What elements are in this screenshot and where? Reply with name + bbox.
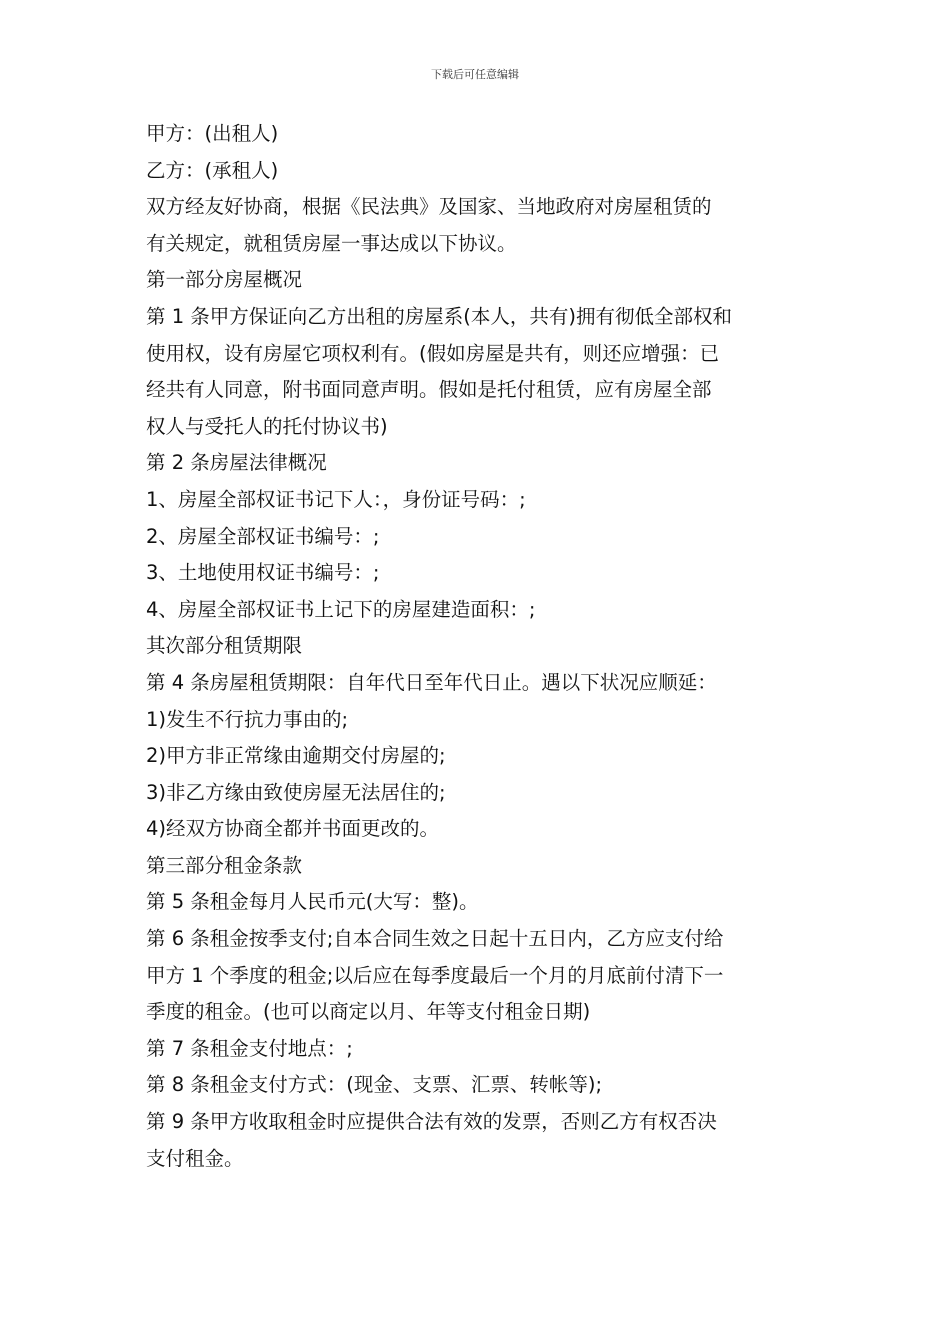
section-heading: 第三部分租金条款 bbox=[146, 853, 303, 877]
section-heading: 其次部分租赁期限 bbox=[146, 634, 303, 658]
clause-line: 季度的租金。(也可以商定以月、年等支付租金日期) bbox=[146, 1000, 591, 1024]
clause-line: 第 4 条房屋租赁期限：自年代日至年代日止。遇以下状况应顺延： bbox=[146, 670, 717, 694]
preamble-line: 有关规定，就租赁房屋一事达成以下协议。 bbox=[146, 231, 517, 255]
clause-line: 第 8 条租金支付方式：(现金、支票、汇票、转帐等); bbox=[146, 1073, 603, 1097]
clause-line: 第 1 条甲方保证向乙方出租的房屋系(本人，共有)拥有彻低全部权和 bbox=[146, 304, 733, 328]
clause-line: 第 7 条租金支付地点：; bbox=[146, 1036, 353, 1060]
list-item: 2)甲方非正常缘由逾期交付房屋的; bbox=[146, 744, 446, 768]
party-a-line: 甲方：(出租人) bbox=[146, 122, 279, 145]
list-item: 4)经双方协商全都并书面更改的。 bbox=[146, 817, 440, 841]
list-item: 3)非乙方缘由致使房屋无法居住的; bbox=[146, 780, 446, 804]
clause-line: 第 5 条租金每月人民币元(大写：整)。 bbox=[146, 890, 479, 914]
preamble-line: 双方经友好协商，根据《民法典》及国家、当地政府对房屋租赁的 bbox=[146, 195, 712, 219]
clause-line: 第 9 条甲方收取租金时应提供合法有效的发票，否则乙方有权否决 bbox=[146, 1110, 717, 1134]
page-header-note: 下载后可任意编辑 bbox=[431, 68, 519, 81]
list-item: 2、房屋全部权证书编号：; bbox=[146, 524, 380, 548]
party-b-line: 乙方：(承租人) bbox=[146, 158, 279, 182]
document-body bbox=[146, 116, 810, 1177]
clause-line: 甲方 1 个季度的租金;以后应在每季度最后一个月的月底前付清下一 bbox=[146, 963, 724, 987]
list-item: 1、房屋全部权证书记下人：，身份证号码：; bbox=[146, 487, 526, 511]
section-heading: 第一部分房屋概况 bbox=[146, 268, 303, 292]
list-item: 3、土地使用权证书编号：; bbox=[146, 561, 380, 585]
clause-line: 使用权，设有房屋它项权利有。(假如房屋是共有，则还应增强：已 bbox=[146, 341, 720, 365]
clause-line: 支付租金。 bbox=[146, 1146, 244, 1170]
clause-line: 权人与受托人的托付协议书) bbox=[146, 414, 388, 438]
list-item: 4、房屋全部权证书上记下的房屋建造面积：; bbox=[146, 597, 536, 621]
clause-line: 第 6 条租金按季支付;自本合同生效之日起十五日内，乙方应支付给 bbox=[146, 927, 724, 951]
clause-line: 经共有人同意，附书面同意声明。假如是托付租赁，应有房屋全部 bbox=[146, 378, 712, 402]
clause-heading: 第 2 条房屋法律概况 bbox=[146, 451, 327, 475]
list-item: 1)发生不行抗力事由的; bbox=[146, 707, 349, 731]
